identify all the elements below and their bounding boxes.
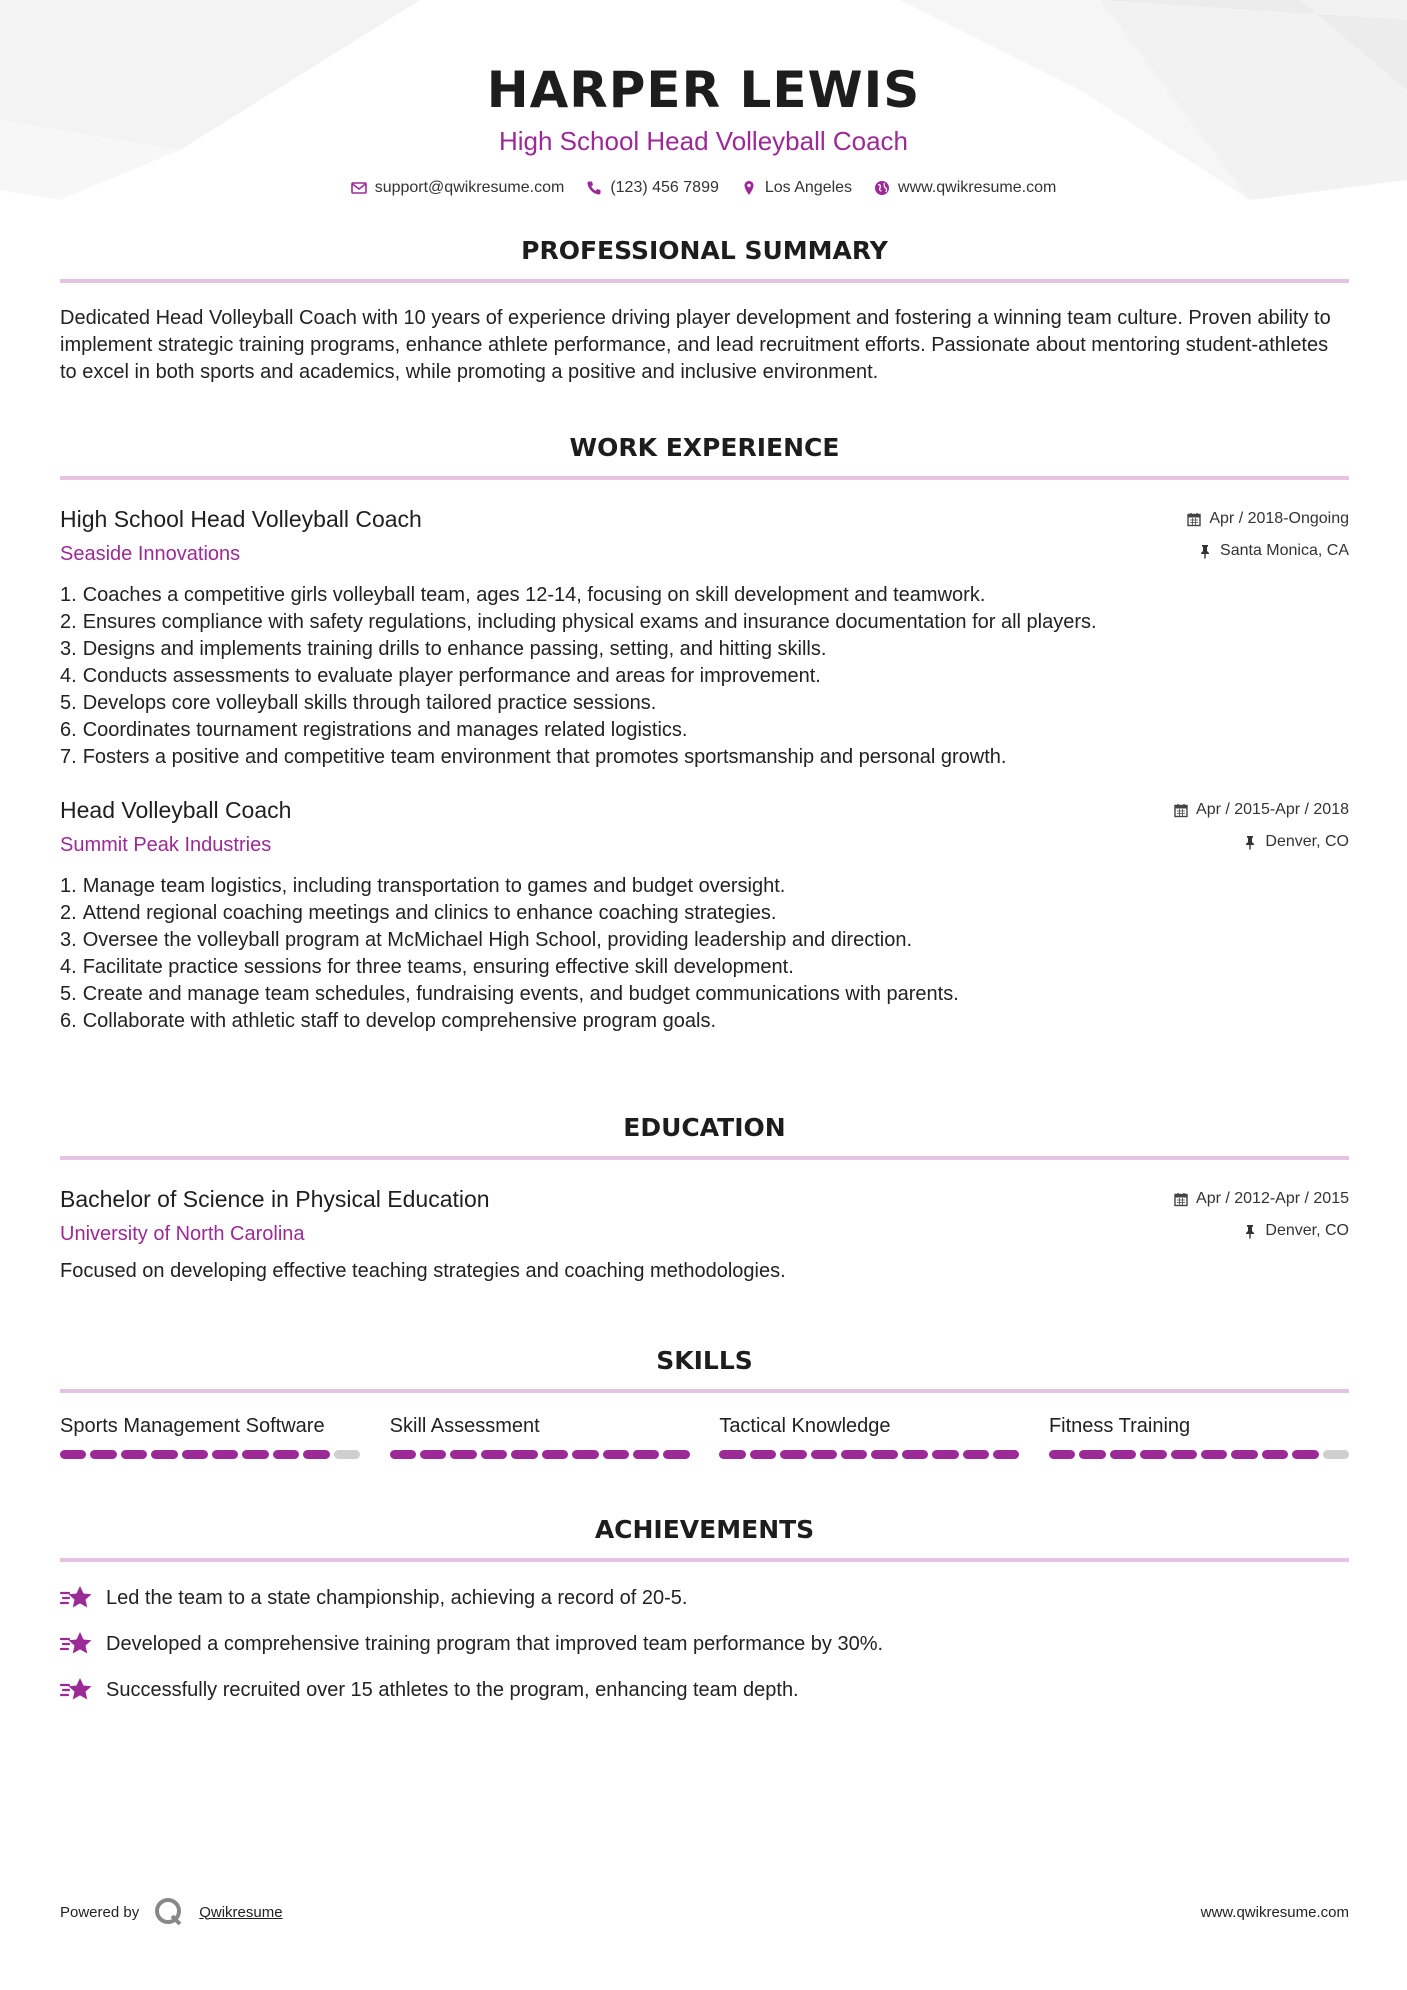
list-item (60, 663, 1349, 690)
list-item-text: Coaches a competitive girls volleyball team, ages 12-14, focusing on skill development and teamwork. (82, 584, 986, 606)
calendar-icon (1187, 512, 1201, 527)
job-dates (1174, 801, 1349, 819)
list-number: 3. (60, 638, 77, 660)
job-dates (1187, 510, 1349, 528)
section-title: EDUCATION (623, 1113, 786, 1142)
list-item-text: Oversee the volleyball program at McMichael High School, providing leadership and direction. (82, 929, 913, 951)
education-location (1174, 1222, 1349, 1240)
map-pin-icon (741, 180, 757, 196)
degree-title: Bachelor of Science in Physical Education (60, 1186, 490, 1212)
skill-name: Skill Assessment (389, 1415, 540, 1437)
list-number: 1. (60, 584, 77, 606)
job-bullets (60, 582, 1349, 771)
list-item (60, 981, 1349, 1008)
skill-bar-segment (334, 1450, 360, 1459)
skill-item (719, 1415, 1019, 1459)
achievement-text: Developed a comprehensive training program that improved team performance by 30%. (106, 1632, 884, 1655)
section-title: ACHIEVEMENTS (594, 1515, 815, 1544)
skills-section (60, 1346, 1349, 1459)
job-company: Summit Peak Industries (60, 834, 272, 856)
skill-bar-segment (841, 1450, 867, 1459)
skill-bar-segment (212, 1450, 238, 1459)
skill-bar-segment (60, 1450, 86, 1459)
skill-bar-segment (1110, 1450, 1136, 1459)
skill-bar-segment (963, 1450, 989, 1459)
pin-icon (1243, 835, 1257, 850)
skill-level-bar (60, 1450, 360, 1459)
education-description: Focused on developing effective teaching strategies and coaching methodologies. (60, 1260, 786, 1282)
education-dates (1174, 1190, 1349, 1208)
skill-bar-segment (182, 1450, 208, 1459)
list-item (60, 690, 1349, 717)
skill-name: Sports Management Software (60, 1415, 325, 1437)
summary-section (60, 236, 1349, 406)
list-number: 5. (60, 983, 77, 1005)
education-dates-text: Apr / 2012-Apr / 2015 (1196, 1190, 1349, 1207)
list-number: 5. (60, 692, 77, 714)
job-location (1174, 833, 1349, 851)
list-number: 6. (60, 719, 77, 741)
section-title: WORK EXPERIENCE (569, 433, 840, 462)
list-item (60, 582, 1349, 609)
list-number: 4. (60, 956, 77, 978)
globe-icon (874, 180, 890, 196)
job-location-text: Denver, CO (1265, 833, 1349, 850)
job-title: High School Head Volleyball Coach (60, 506, 422, 532)
skill-bar-segment (90, 1450, 116, 1459)
skill-bar-segment (1171, 1450, 1197, 1459)
list-item-text: Ensures compliance with safety regulations, including physical exams and insurance documentation for all players. (82, 611, 1097, 633)
list-item (60, 873, 1349, 900)
skill-item (1049, 1415, 1349, 1459)
skill-name: Tactical Knowledge (719, 1415, 891, 1437)
achievements-section (60, 1515, 1349, 1704)
skill-bar-segment (633, 1450, 659, 1459)
skill-bar-segment (750, 1450, 776, 1459)
skill-level-bar (390, 1450, 690, 1459)
achievement-item (60, 1584, 1349, 1612)
achievement-item (60, 1630, 1349, 1658)
skill-bar-segment (450, 1450, 476, 1459)
list-item-text: Fosters a positive and competitive team environment that promotes sportsmanship and personal growth. (82, 746, 1007, 768)
section-divider (60, 476, 1349, 480)
location-text: Los Angeles (764, 179, 853, 196)
skill-bar-segment (811, 1450, 837, 1459)
job-dates-text: Apr / 2015-Apr / 2018 (1196, 801, 1349, 818)
list-item (60, 900, 1349, 927)
star-icon (60, 1676, 94, 1704)
list-item (60, 717, 1349, 744)
job-location-text: Santa Monica, CA (1220, 542, 1349, 559)
website-text: www.qwikresume.com (898, 179, 1057, 196)
job-list (60, 506, 1349, 1035)
skill-bar-segment (542, 1450, 568, 1459)
skill-level-bar (719, 1450, 1019, 1459)
experience-section (60, 433, 1349, 1035)
school-name: University of North Carolina (60, 1223, 305, 1245)
skill-item (390, 1415, 690, 1459)
section-divider (60, 279, 1349, 283)
skill-bar-segment (871, 1450, 897, 1459)
list-item-text: Designs and implements training drills to enhance passing, setting, and hitting skills. (82, 638, 827, 660)
page-footer (60, 1896, 1349, 1928)
skill-bar-segment (1231, 1450, 1257, 1459)
list-item (60, 954, 1349, 981)
contact-bar (0, 179, 1407, 197)
pin-icon (1243, 1224, 1257, 1239)
phone-text: (123) 456 7899 (610, 179, 719, 196)
powered-by (60, 1896, 283, 1928)
summary-text: Dedicated Head Volleyball Coach with 10 years of experience driving player development and fostering a winning team culture. Proven ability to implement strategic training programs, enhance athlete performance, and lead recruitment efforts. Passionate about mentoring student-athletes to excel in both sports and academics, while promoting a positive and inclusive environment. (60, 307, 1331, 383)
skill-bar-segment (719, 1450, 745, 1459)
candidate-role: High School Head Volleyball Coach (498, 126, 909, 156)
achievement-text: Successfully recruited over 15 athletes to the program, enhancing team depth. (106, 1678, 799, 1701)
list-item-text: Manage team logistics, including transportation to games and budget oversight. (82, 875, 786, 897)
list-number: 4. (60, 665, 77, 687)
skill-bar-segment (1323, 1450, 1349, 1459)
skill-bar-segment (902, 1450, 928, 1459)
section-title: SKILLS (656, 1346, 753, 1375)
skill-name: Fitness Training (1048, 1415, 1191, 1437)
list-item (60, 1008, 1349, 1035)
list-number: 2. (60, 902, 77, 924)
list-item (60, 927, 1349, 954)
contact-phone[interactable] (586, 179, 719, 197)
candidate-name: HARPER LEWIS (486, 61, 921, 119)
job-company: Seaside Innovations (60, 543, 241, 565)
skill-bar-segment (932, 1450, 958, 1459)
contact-website[interactable] (874, 179, 1056, 197)
powered-by-label: Powered by (60, 1903, 140, 1921)
job-bullets (60, 873, 1349, 1035)
section-divider (60, 1389, 1349, 1393)
list-number: 2. (60, 611, 77, 633)
calendar-icon (1174, 1192, 1188, 1207)
skill-bar-segment (303, 1450, 329, 1459)
brand-link[interactable]: Qwikresume (199, 1903, 283, 1921)
education-location-text: Denver, CO (1265, 1222, 1349, 1239)
list-item-text: Develops core volleyball skills through tailored practice sessions. (82, 692, 657, 714)
skill-bar-segment (1140, 1450, 1166, 1459)
pin-icon (1198, 544, 1212, 559)
skill-bar-segment (121, 1450, 147, 1459)
job-title: Head Volleyball Coach (60, 797, 292, 823)
list-number: 1. (60, 875, 77, 897)
skill-bar-segment (780, 1450, 806, 1459)
list-item-text: Facilitate practice sessions for three teams, ensuring effective skill development. (82, 956, 794, 978)
star-icon (60, 1584, 94, 1612)
skill-level-bar (1049, 1450, 1349, 1459)
list-item-text: Coordinates tournament registrations and manages related logistics. (82, 719, 688, 741)
achievement-item (60, 1676, 1349, 1704)
job-dates-text: Apr / 2018-Ongoing (1209, 510, 1349, 527)
list-item (60, 744, 1349, 771)
skill-bar-segment (151, 1450, 177, 1459)
resume-header (0, 0, 1407, 197)
job-meta (1174, 801, 1349, 851)
list-item-text: Create and manage team schedules, fundraising events, and budget communications with parents. (82, 983, 959, 1005)
job-entry (60, 506, 1349, 771)
qwikresume-logo-icon (153, 1896, 185, 1928)
skill-bar-segment (603, 1450, 629, 1459)
education-section (60, 1113, 1349, 1283)
skill-bar-segment (242, 1450, 268, 1459)
contact-location (741, 179, 852, 197)
job-meta (1187, 510, 1349, 560)
list-item-text: Collaborate with athletic staff to develop comprehensive program goals. (82, 1010, 716, 1032)
list-item-text: Attend regional coaching meetings and clinics to enhance coaching strategies. (82, 902, 777, 924)
phone-icon (586, 180, 602, 196)
section-title: PROFESSIONAL SUMMARY (521, 236, 888, 265)
skill-bar-segment (420, 1450, 446, 1459)
contact-email[interactable] (351, 179, 565, 197)
skill-bar-segment (1262, 1450, 1288, 1459)
list-number: 3. (60, 929, 77, 951)
list-item (60, 609, 1349, 636)
calendar-icon (1174, 803, 1188, 818)
skill-bar-segment (663, 1450, 689, 1459)
list-number: 6. (60, 1010, 77, 1032)
skill-bar-segment (572, 1450, 598, 1459)
list-item-text: Conducts assessments to evaluate player performance and areas for improvement. (82, 665, 821, 687)
skill-bar-segment (511, 1450, 537, 1459)
achievements-list (60, 1584, 1349, 1704)
skill-bar-segment (481, 1450, 507, 1459)
skill-bar-segment (390, 1450, 416, 1459)
skill-item (60, 1415, 360, 1459)
job-location (1187, 542, 1349, 560)
star-icon (60, 1630, 94, 1658)
job-entry (60, 797, 1349, 1035)
achievement-text: Led the team to a state championship, achieving a record of 20-5. (106, 1586, 688, 1609)
footer-website[interactable]: www.qwikresume.com (1200, 1903, 1349, 1921)
skill-bar-segment (1079, 1450, 1105, 1459)
envelope-icon (351, 180, 367, 196)
skill-bar-segment (1292, 1450, 1318, 1459)
skills-list (60, 1415, 1349, 1459)
skill-bar-segment (1201, 1450, 1227, 1459)
list-item (60, 636, 1349, 663)
list-number: 7. (60, 746, 77, 768)
section-divider (60, 1156, 1349, 1160)
skill-bar-segment (993, 1450, 1019, 1459)
email-text: support@qwikresume.com (374, 179, 565, 196)
section-divider (60, 1558, 1349, 1562)
education-entry (60, 1186, 1349, 1283)
skill-bar-segment (1049, 1450, 1075, 1459)
education-meta (1174, 1190, 1349, 1240)
skill-bar-segment (273, 1450, 299, 1459)
